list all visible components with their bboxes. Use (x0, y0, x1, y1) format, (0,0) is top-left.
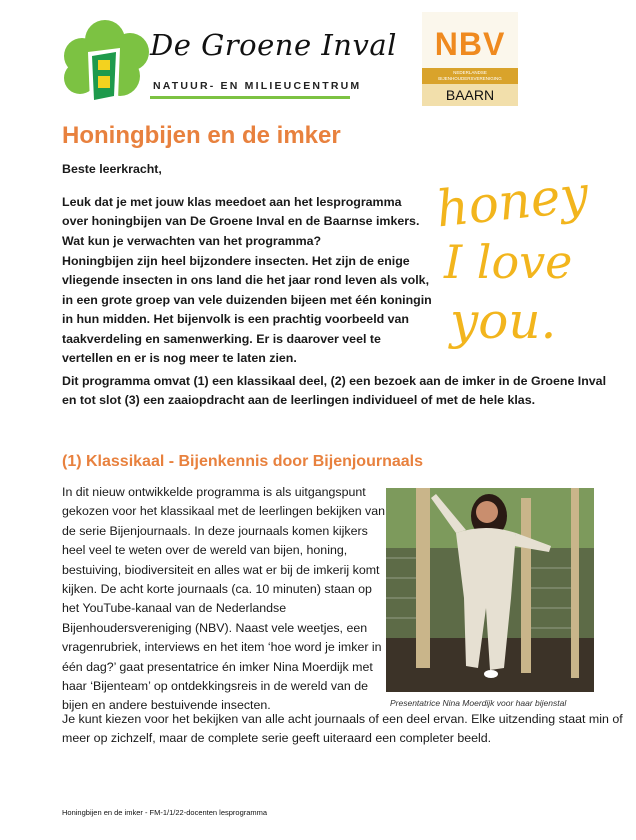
svg-text:honey: honey (433, 164, 592, 239)
honey-i-love-you-image (428, 160, 613, 350)
presenter-photo (386, 488, 594, 692)
logo-subtitle: NATUUR- EN MILIEUCENTRUM (153, 80, 362, 92)
program-paragraph: Dit programma omvat (1) een klassikaal deel, (2) een bezoek aan de imker in de Groene Inval en tot slot (3) een zaaiopdracht aan de leerlingen individueel of met de hele klas. (62, 374, 607, 408)
nbv-letters: NBV (434, 26, 506, 62)
footer-text: Honingbijen en de imker - FM-1/1/22-docenten lesprogramma (62, 808, 268, 817)
logo-underline (150, 96, 350, 99)
intro-paragraph: Leuk dat je met jouw klas meedoet aan het lesprogramma over honingbijen van De Groene Inval en de Baarnse imkers. Wat kun je verwachten van het programma? (62, 195, 420, 248)
logo-title: De Groene Inval (150, 28, 397, 62)
bees-paragraph: Honingbijen zijn heel bijzondere insecten. Het zijn de enige vliegende insecten in ons land die het jaar rond leven als volk, in een grote groep van vele duizenden bijeen met één koningin in hun midden. Het bijenvolk is een prachtig voorbeeld van taakverdeling en samenwerking. Er is daarover veel te vertellen en er is nog meer te laten zien. (62, 254, 432, 366)
closing-paragraph: Je kunt kiezen voor het bekijken van alle acht journaals of een deel ervan. Elke uitzending staat min of meer op zichzelf, maar de complete serie geeft uiteraard een completer beeld. (62, 712, 623, 746)
page-title: Honingbijen en de imker (62, 122, 341, 149)
nbv-band-text: NEDERLANDSE BIJENHOUDERSVERENIGING (422, 68, 518, 84)
photo-caption: Presentatrice Nina Moerdijk voor haar bijenstal (390, 698, 567, 708)
tree-door-icon (60, 18, 155, 108)
section-body: In dit nieuw ontwikkelde programma is als uitgangspunt gekozen voor het klassikaal met de leerlingen bekijken van de serie Bijenjournaals. In deze journaals komen kijkers heel veel te weten over de wereld van bijen, honing, bestuiving, biodiversiteit en alles wat er bij de imkerij komt kijken. De acht korte journaals (ca. 10 minuten) staan op het YouTube-kanaal van de Nederlandse Bijenhoudersvereniging (NBV). Naast vele weetjes, een vragenrubriek, interviews en het item ‘hoe word je imker in één dag?’ gaat presentatrice én imker Nina Moerdijk met haar ‘Bijenteam’ op ontdekkingsreis in de wereld van de bijen en andere bestuivende insecten. (62, 485, 386, 713)
greeting: Beste leerkracht, (62, 162, 162, 176)
section-heading: (1) Klassikaal - Bijenkennis door Bijenjournaals (62, 453, 423, 470)
svg-text:you.: you. (450, 292, 557, 350)
nbv-location: BAARN (422, 84, 518, 106)
nbv-logo (422, 12, 518, 106)
svg-text:I love: I love (444, 235, 573, 289)
photo-illustration (386, 488, 594, 692)
